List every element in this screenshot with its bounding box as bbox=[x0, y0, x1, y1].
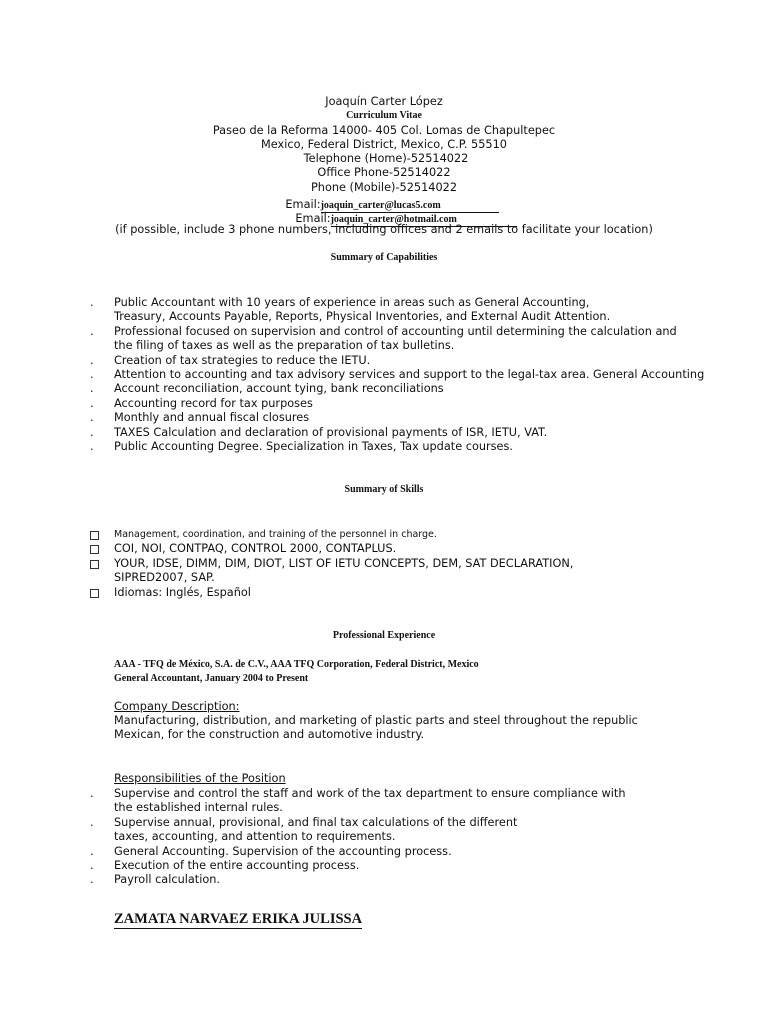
capability-item bbox=[90, 296, 730, 325]
capability-item bbox=[90, 354, 730, 368]
responsibilities-label: Responsibilities of the Position bbox=[114, 772, 286, 785]
email-label: Email: bbox=[285, 198, 321, 211]
bullet-icon: . bbox=[90, 859, 94, 873]
footer-name: ZAMATA NARVAEZ ERIKA JULISSA bbox=[114, 911, 363, 927]
list-item-text: TAXES Calculation and declaration of provisional payments of ISR, IETU, VAT. bbox=[114, 425, 548, 439]
contact-note: (if possible, include 3 phone numbers, including offices and 2 emails to facilitate your location) bbox=[115, 223, 653, 236]
skill-item bbox=[90, 586, 730, 600]
list-item-text: Account reconciliation, account tying, bank reconciliations bbox=[114, 382, 444, 396]
bullet-icon: . bbox=[90, 787, 94, 800]
bullet-icon: . bbox=[90, 873, 94, 887]
section-title-skills: Summary of Skills bbox=[344, 484, 424, 495]
skills-list bbox=[90, 528, 730, 600]
bullet-icon: . bbox=[90, 368, 94, 382]
responsibilities-list bbox=[90, 787, 730, 888]
capability-item bbox=[90, 368, 730, 382]
bullet-icon: . bbox=[90, 411, 94, 425]
email-link-1[interactable]: joaquin_carter@lucas5.com bbox=[321, 200, 499, 213]
skill-item bbox=[90, 528, 730, 542]
bullet-icon: . bbox=[90, 815, 94, 829]
list-item-text: Supervise annual, provisional, and final tax calculations of the different bbox=[114, 815, 518, 829]
bullet-icon: . bbox=[90, 425, 94, 439]
list-item-text: Creation of tax strategies to reduce the IETU. bbox=[114, 353, 371, 367]
company-name: AAA - TFQ de México, S.A. de C.V., AAA TFQ Corporation, Federal District, Mexico bbox=[114, 659, 479, 670]
bullet-icon: . bbox=[90, 296, 94, 309]
list-item-text: COI, NOI, CONTPAQ, CONTROL 2000, CONTAPLUS. bbox=[114, 542, 397, 556]
list-item-text: Execution of the entire accounting process. bbox=[114, 859, 360, 873]
phone-home: Telephone (Home)-52514022 bbox=[303, 152, 469, 165]
company-description bbox=[114, 714, 638, 743]
responsibilities-label-row bbox=[114, 772, 290, 786]
job-position: General Accountant, January 2004 to Present bbox=[114, 673, 309, 684]
skill-item bbox=[90, 542, 730, 556]
bullet-icon: . bbox=[90, 382, 94, 396]
checkbox-bullet-icon bbox=[90, 589, 99, 598]
checkbox-bullet-icon bbox=[90, 560, 99, 569]
email-label: Email: bbox=[295, 212, 331, 225]
list-item-text: Public Accounting Degree. Specialization in Taxes, Tax update courses. bbox=[114, 440, 513, 454]
document-title: Curriculum Vitae bbox=[346, 110, 422, 121]
responsibility-item bbox=[90, 787, 730, 816]
phone-office: Office Phone-52514022 bbox=[317, 166, 451, 179]
responsibility-item bbox=[90, 845, 730, 859]
list-item-text: Management, coordination, and training of the personnel in charge. bbox=[114, 529, 437, 540]
list-item-text: General Accounting. Supervision of the accounting process. bbox=[114, 844, 452, 858]
candidate-name: Joaquín Carter López bbox=[325, 95, 443, 108]
checkbox-bullet-icon bbox=[90, 531, 99, 540]
responsibility-item bbox=[90, 873, 730, 887]
bullet-icon: . bbox=[90, 844, 94, 858]
address-line-2: Mexico, Federal District, Mexico, C.P. 55510 bbox=[261, 138, 507, 151]
list-item-text: Attention to accounting and tax advisory services and support to the legal-tax area. General Accounting bbox=[114, 368, 705, 382]
email-link-2[interactable]: joaquin_carter@hotmail.com bbox=[331, 214, 517, 227]
list-item-text: Professional focused on supervision and control of accounting until determining the calculation and bbox=[114, 324, 677, 338]
bullet-icon: . bbox=[90, 396, 94, 410]
list-item-text: the filing of taxes as well as the preparation of tax bulletins. bbox=[114, 339, 455, 353]
address-line-1: Paseo de la Reforma 14000- 405 Col. Lomas de Chapultepec bbox=[212, 124, 556, 137]
bullet-icon: . bbox=[90, 440, 94, 454]
capabilities-list bbox=[90, 296, 730, 454]
company-description-line: Mexican, for the construction and automotive industry. bbox=[114, 728, 425, 742]
capability-item bbox=[90, 325, 730, 354]
section-title-capabilities: Summary of Capabilities bbox=[330, 252, 438, 263]
company-description-line: Manufacturing, distribution, and marketing of plastic parts and steel throughout the republic bbox=[114, 714, 638, 727]
list-item-text: Treasury, Accounts Payable, Reports, Physical Inventories, and External Audit Attention. bbox=[114, 310, 611, 324]
capability-item bbox=[90, 382, 730, 396]
responsibility-item bbox=[90, 816, 730, 845]
checkbox-bullet-icon bbox=[90, 545, 99, 554]
list-item-text: the established internal rules. bbox=[114, 801, 283, 815]
list-item-text: Public Accountant with 10 years of experience in areas such as General Accounting, bbox=[114, 296, 590, 309]
list-item-text: taxes, accounting, and attention to requirements. bbox=[114, 830, 396, 844]
phone-mobile: Phone (Mobile)-52514022 bbox=[310, 181, 458, 194]
list-item-text: Payroll calculation. bbox=[114, 873, 221, 887]
bullet-icon: . bbox=[90, 353, 94, 367]
list-item-text: Idiomas: Inglés, Español bbox=[114, 585, 251, 599]
capability-item bbox=[90, 440, 730, 454]
bullet-icon: . bbox=[90, 324, 94, 338]
company-description-label-row bbox=[114, 700, 269, 714]
capability-item bbox=[90, 426, 730, 440]
capability-item bbox=[90, 397, 730, 411]
skill-item bbox=[90, 557, 730, 586]
footer-name-row bbox=[114, 910, 362, 929]
list-item-text: SIPRED2007, SAP. bbox=[114, 571, 215, 585]
list-item-text: Accounting record for tax purposes bbox=[114, 396, 313, 410]
list-item-text: YOUR, IDSE, DIMM, DIM, DIOT, LIST OF IETU CONCEPTS, DEM, SAT DECLARATION, bbox=[114, 556, 574, 570]
list-item-text: Monthly and annual fiscal closures bbox=[114, 411, 310, 425]
section-title-experience: Professional Experience bbox=[332, 630, 436, 641]
list-item-text: Supervise and control the staff and work of the tax department to ensure compliance with bbox=[114, 787, 626, 800]
company-description-label: Company Description: bbox=[114, 700, 240, 713]
responsibility-item bbox=[90, 859, 730, 873]
capability-item bbox=[90, 411, 730, 425]
